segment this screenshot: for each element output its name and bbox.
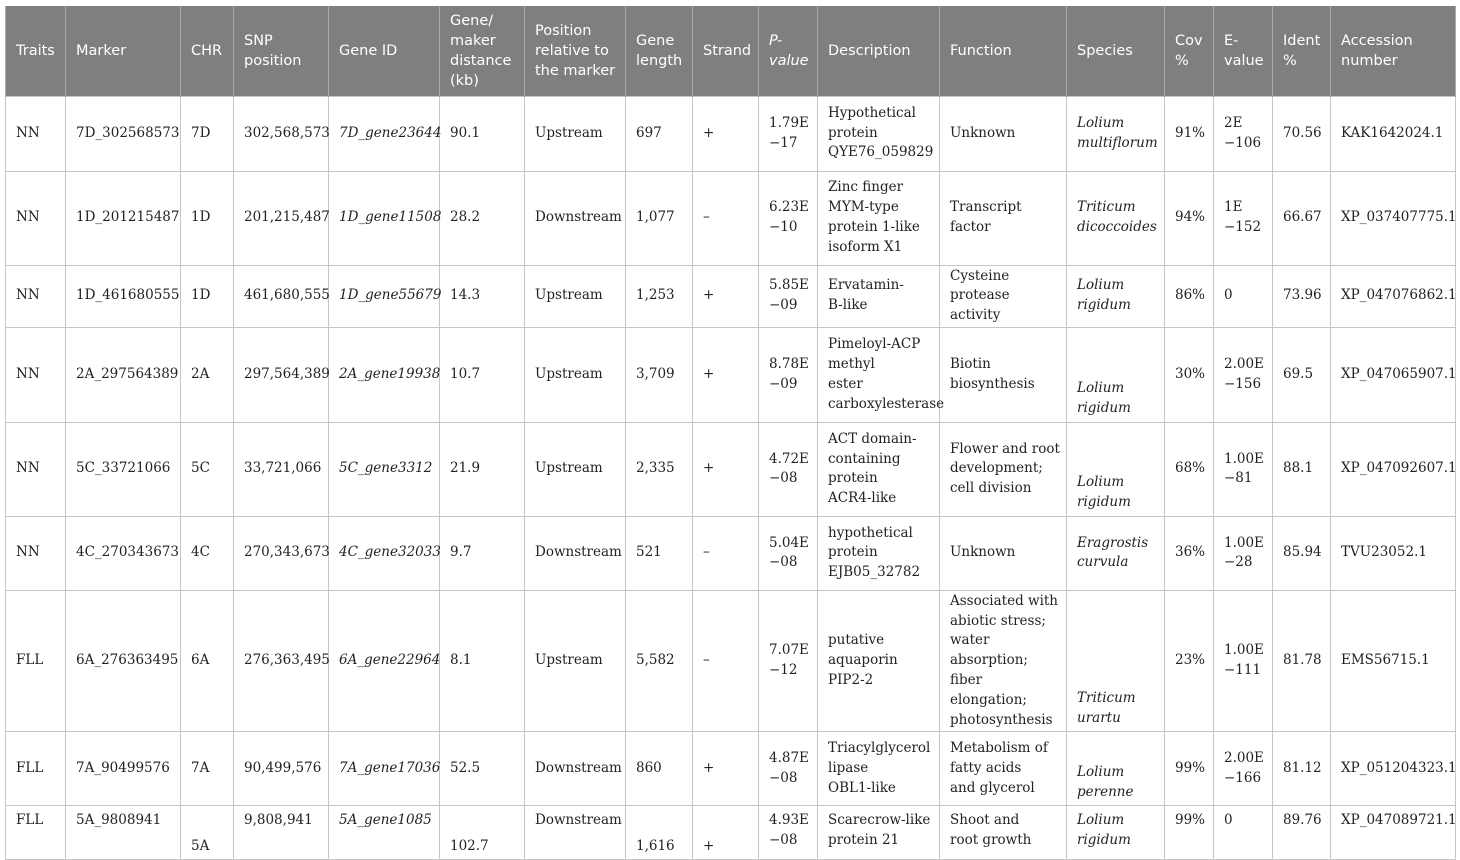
cell-description: Zinc finger MYM-type protein 1-like isoform X1 <box>818 171 940 265</box>
cell-p-value: 6.23E −10 <box>759 171 818 265</box>
cell-species: Lolium rigidum <box>1067 806 1165 860</box>
cell-accession: XP_047092607.1 <box>1331 422 1456 516</box>
cell-strand: + <box>693 265 759 327</box>
cell-gene-length: 3,709 <box>626 327 693 422</box>
cell-p-value: 1.79E −17 <box>759 96 818 171</box>
cell-e-value: 1.00E −28 <box>1214 516 1273 590</box>
cell-function: Biotin biosynthesis <box>940 327 1067 422</box>
cell-e-value: 2.00E −166 <box>1214 732 1273 806</box>
cell-ident: 88.1 <box>1273 422 1331 516</box>
cell-ident: 73.96 <box>1273 265 1331 327</box>
cell-chr: 7A <box>181 732 234 806</box>
cell-p-value: 4.87E −08 <box>759 732 818 806</box>
cell-position-relative: Downstream <box>525 516 626 590</box>
cell-distance: 102.7 <box>440 806 525 860</box>
cell-ident: 85.94 <box>1273 516 1331 590</box>
cell-traits: FLL <box>6 732 66 806</box>
cell-p-value: 5.04E −08 <box>759 516 818 590</box>
cell-snp-position: 302,568,573 <box>234 96 329 171</box>
cell-species: Triticum dicoccoides <box>1067 171 1165 265</box>
cell-species: Lolium perenne <box>1067 732 1165 806</box>
cell-marker: 2A_297564389 <box>66 327 181 422</box>
cell-function: Metabolism of fatty acids and glycerol <box>940 732 1067 806</box>
table-row <box>6 516 1456 590</box>
cell-gene-id: 6A_gene22964 <box>329 590 440 732</box>
cell-snp-position: 276,363,495 <box>234 590 329 732</box>
table-row <box>6 96 1456 171</box>
cell-strand: – <box>693 516 759 590</box>
header-snp-position: SNP position <box>234 6 329 96</box>
table-row <box>6 806 1456 860</box>
cell-position-relative: Upstream <box>525 590 626 732</box>
header-strand: Strand <box>693 6 759 96</box>
cell-gene-id: 5A_gene1085 <box>329 806 440 860</box>
cell-ident: 66.67 <box>1273 171 1331 265</box>
cell-traits: FLL <box>6 806 66 860</box>
cell-marker: 5C_33721066 <box>66 422 181 516</box>
cell-strand: + <box>693 327 759 422</box>
cell-function: Transcript factor <box>940 171 1067 265</box>
cell-traits: NN <box>6 171 66 265</box>
cell-position-relative: Upstream <box>525 96 626 171</box>
cell-distance: 10.7 <box>440 327 525 422</box>
cell-species: Lolium rigidum <box>1067 422 1165 516</box>
cell-cov: 91% <box>1165 96 1214 171</box>
cell-accession: TVU23052.1 <box>1331 516 1456 590</box>
cell-marker: 7A_90499576 <box>66 732 181 806</box>
table-row <box>6 265 1456 327</box>
header-e-value: E- value <box>1214 6 1273 96</box>
cell-description: Scarecrow-like protein 21 <box>818 806 940 860</box>
cell-chr: 1D <box>181 171 234 265</box>
cell-e-value: 2.00E −156 <box>1214 327 1273 422</box>
cell-snp-position: 33,721,066 <box>234 422 329 516</box>
cell-distance: 9.7 <box>440 516 525 590</box>
cell-e-value: 2E −106 <box>1214 96 1273 171</box>
cell-snp-position: 9,808,941 <box>234 806 329 860</box>
cell-position-relative: Downstream <box>525 732 626 806</box>
cell-distance: 52.5 <box>440 732 525 806</box>
header-p-value: P- value <box>759 6 818 96</box>
cell-gene-id: 1D_gene11508 <box>329 171 440 265</box>
cell-cov: 94% <box>1165 171 1214 265</box>
cell-description: ACT domain- containing protein ACR4-like <box>818 422 940 516</box>
table-row <box>6 590 1456 732</box>
cell-description: Ervatamin- B-like <box>818 265 940 327</box>
cell-function: Unknown <box>940 96 1067 171</box>
cell-gene-id: 7A_gene17036 <box>329 732 440 806</box>
results-table-container <box>5 6 1455 860</box>
cell-gene-length: 1,077 <box>626 171 693 265</box>
cell-description: Triacylglycerol lipase OBL1-like <box>818 732 940 806</box>
cell-function: Flower and root development; cell division <box>940 422 1067 516</box>
cell-marker: 4C_270343673 <box>66 516 181 590</box>
header-function: Function <box>940 6 1067 96</box>
cell-ident: 69.5 <box>1273 327 1331 422</box>
cell-chr: 7D <box>181 96 234 171</box>
cell-description: Hypothetical protein QYE76_059829 <box>818 96 940 171</box>
cell-cov: 68% <box>1165 422 1214 516</box>
cell-ident: 81.78 <box>1273 590 1331 732</box>
gwas-candidate-genes-table <box>5 6 1456 860</box>
cell-position-relative: Downstream <box>525 806 626 860</box>
cell-species: Lolium rigidum <box>1067 265 1165 327</box>
table-row <box>6 171 1456 265</box>
cell-ident: 70.56 <box>1273 96 1331 171</box>
cell-accession: EMS56715.1 <box>1331 590 1456 732</box>
cell-chr: 4C <box>181 516 234 590</box>
cell-accession: XP_047089721.1 <box>1331 806 1456 860</box>
table-row <box>6 422 1456 516</box>
cell-traits: NN <box>6 516 66 590</box>
cell-cov: 86% <box>1165 265 1214 327</box>
cell-snp-position: 461,680,555 <box>234 265 329 327</box>
cell-cov: 99% <box>1165 732 1214 806</box>
table-row <box>6 327 1456 422</box>
cell-strand: + <box>693 96 759 171</box>
header-ident: Ident % <box>1273 6 1331 96</box>
cell-gene-id: 5C_gene3312 <box>329 422 440 516</box>
cell-cov: 30% <box>1165 327 1214 422</box>
cell-accession: XP_047065907.1 <box>1331 327 1456 422</box>
cell-ident: 89.76 <box>1273 806 1331 860</box>
cell-cov: 99% <box>1165 806 1214 860</box>
cell-distance: 90.1 <box>440 96 525 171</box>
cell-function: Shoot and root growth <box>940 806 1067 860</box>
cell-function: Associated with abiotic stress; water absorption; fiber elongation; photosynthesis <box>940 590 1067 732</box>
cell-accession: KAK1642024.1 <box>1331 96 1456 171</box>
cell-chr: 5C <box>181 422 234 516</box>
cell-species: Lolium multiflorum <box>1067 96 1165 171</box>
cell-e-value: 1.00E −111 <box>1214 590 1273 732</box>
cell-gene-length: 1,253 <box>626 265 693 327</box>
cell-snp-position: 297,564,389 <box>234 327 329 422</box>
cell-strand: + <box>693 806 759 860</box>
cell-chr: 1D <box>181 265 234 327</box>
cell-chr: 6A <box>181 590 234 732</box>
header-species: Species <box>1067 6 1165 96</box>
cell-gene-length: 860 <box>626 732 693 806</box>
header-row <box>6 6 1456 96</box>
cell-gene-length: 521 <box>626 516 693 590</box>
cell-position-relative: Downstream <box>525 171 626 265</box>
cell-snp-position: 270,343,673 <box>234 516 329 590</box>
header-gene-maker-distance: Gene/ maker distance (kb) <box>440 6 525 96</box>
cell-accession: XP_037407775.1 <box>1331 171 1456 265</box>
cell-description: Pimeloyl-ACP methyl ester carboxylesterase <box>818 327 940 422</box>
cell-marker: 1D_461680555 <box>66 265 181 327</box>
cell-snp-position: 90,499,576 <box>234 732 329 806</box>
cell-gene-id: 7D_gene23644 <box>329 96 440 171</box>
header-chr: CHR <box>181 6 234 96</box>
cell-description: hypothetical protein EJB05_32782 <box>818 516 940 590</box>
cell-strand: – <box>693 590 759 732</box>
cell-strand: – <box>693 171 759 265</box>
cell-traits: FLL <box>6 590 66 732</box>
cell-ident: 81.12 <box>1273 732 1331 806</box>
cell-snp-position: 201,215,487 <box>234 171 329 265</box>
cell-position-relative: Upstream <box>525 265 626 327</box>
cell-species: Triticum urartu <box>1067 590 1165 732</box>
cell-gene-id: 4C_gene32033 <box>329 516 440 590</box>
cell-gene-length: 697 <box>626 96 693 171</box>
cell-traits: NN <box>6 265 66 327</box>
cell-marker: 7D_302568573 <box>66 96 181 171</box>
cell-gene-id: 2A_gene19938 <box>329 327 440 422</box>
cell-distance: 8.1 <box>440 590 525 732</box>
cell-e-value: 1.00E −81 <box>1214 422 1273 516</box>
cell-marker: 5A_9808941 <box>66 806 181 860</box>
cell-traits: NN <box>6 422 66 516</box>
cell-species: Lolium rigidum <box>1067 327 1165 422</box>
cell-accession: XP_051204323.1 <box>1331 732 1456 806</box>
cell-distance: 14.3 <box>440 265 525 327</box>
cell-p-value: 7.07E −12 <box>759 590 818 732</box>
cell-species: Eragrostis curvula <box>1067 516 1165 590</box>
cell-strand: + <box>693 732 759 806</box>
cell-traits: NN <box>6 327 66 422</box>
header-position-relative: Position relative to the marker <box>525 6 626 96</box>
table-row <box>6 732 1456 806</box>
header-traits: Traits <box>6 6 66 96</box>
cell-accession: XP_047076862.1 <box>1331 265 1456 327</box>
cell-chr: 2A <box>181 327 234 422</box>
header-gene-id: Gene ID <box>329 6 440 96</box>
cell-gene-length: 2,335 <box>626 422 693 516</box>
cell-distance: 28.2 <box>440 171 525 265</box>
cell-marker: 1D_201215487 <box>66 171 181 265</box>
cell-function: Cysteine protease activity <box>940 265 1067 327</box>
cell-strand: + <box>693 422 759 516</box>
cell-description: putative aquaporin PIP2-2 <box>818 590 940 732</box>
cell-chr: 5A <box>181 806 234 860</box>
cell-e-value: 1E −152 <box>1214 171 1273 265</box>
cell-gene-length: 5,582 <box>626 590 693 732</box>
cell-position-relative: Upstream <box>525 327 626 422</box>
cell-p-value: 8.78E −09 <box>759 327 818 422</box>
header-description: Description <box>818 6 940 96</box>
header-cov: Cov % <box>1165 6 1214 96</box>
cell-function: Unknown <box>940 516 1067 590</box>
cell-cov: 23% <box>1165 590 1214 732</box>
cell-marker: 6A_276363495 <box>66 590 181 732</box>
cell-traits: NN <box>6 96 66 171</box>
cell-gene-length: 1,616 <box>626 806 693 860</box>
cell-e-value: 0 <box>1214 806 1273 860</box>
cell-e-value: 0 <box>1214 265 1273 327</box>
cell-distance: 21.9 <box>440 422 525 516</box>
cell-p-value: 4.72E −08 <box>759 422 818 516</box>
cell-cov: 36% <box>1165 516 1214 590</box>
cell-p-value: 5.85E −09 <box>759 265 818 327</box>
cell-p-value: 4.93E −08 <box>759 806 818 860</box>
header-accession-number: Accession number <box>1331 6 1456 96</box>
header-marker: Marker <box>66 6 181 96</box>
cell-gene-id: 1D_gene55679 <box>329 265 440 327</box>
cell-position-relative: Upstream <box>525 422 626 516</box>
header-gene-length: Gene length <box>626 6 693 96</box>
